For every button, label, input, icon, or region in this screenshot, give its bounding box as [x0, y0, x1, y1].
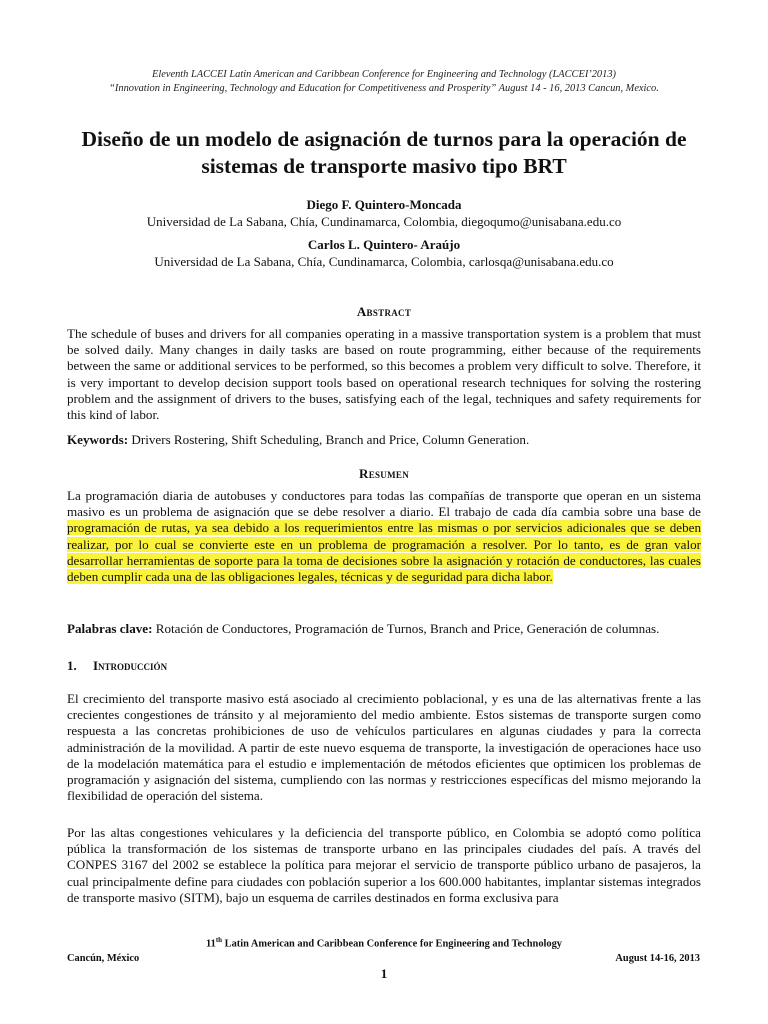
- intro-paragraph-1: El crecimiento del transporte masivo está asociado al crecimiento poblacional, y es una de las alternativas frente a las crecientes congestiones de tránsito y al mejoramiento del medio ambiente. Estos sistemas de transporte surgen como respuesta a las concretas prohibiciones de uso de vehículos particulares en algunas ciudades y para la correcta administración de la movilidad. A partir de este nuevo esquema de transporte, la investigación de operaciones hace uso de la modelación matemática para el estudio e implementación de métodos eficientes que optimicen los problemas de programación y asignación del sistema, cumpliendo con las normas y restricciones específicas del mismo mejorando la flexibilidad de operación del sistema.: [67, 691, 701, 804]
- conference-header-line2: “Innovation in Engineering, Technology and Education for Competitiveness and Prosperity” August 14 - 16, 2013 Cancun, Mexico.: [109, 83, 659, 94]
- abstract-keywords: [67, 432, 701, 448]
- abstract-heading: Abstract: [356, 304, 412, 319]
- palabras-clave-list: Rotación de Conductores, Programación de Turnos, Branch and Price, Generación de columnas.: [155, 621, 660, 636]
- footer-ordinal: 11: [205, 938, 216, 950]
- keywords-label: Keywords:: [67, 432, 129, 447]
- author-affiliation-1: Universidad de La Sabana, Chía, Cundinamarca, Colombia, diegoqumo@unisabana.edu.co: [146, 214, 622, 229]
- footer-ordinal-suffix: th: [215, 936, 223, 944]
- footer-conference: [0, 936, 768, 949]
- palabras-clave-label: Palabras clave:: [67, 621, 153, 636]
- author-name-1: Diego F. Quintero-Moncada: [306, 197, 462, 212]
- resumen-text-plain: La programación diaria de autobuses y conductores para todas las compañías de transporte que operan en un sistema masivo es un problema de asignación que se debe resolver a diario. El trabajo de cada día cambia sobre una base de: [67, 488, 701, 520]
- keywords-list: Drivers Rostering, Shift Scheduling, Branch and Price, Column Generation.: [131, 432, 530, 447]
- intro-paragraph-2: Por las altas congestiones vehiculares y la deficiencia del transporte público, en Colombia se adoptó como política pública la transformación de los sistemas de transporte urbano en las principales ciudades del país. A través del CONPES 3167 del 2002 se establece la política para mejorar el servicio de transporte público urbano de pasajeros, la cual principalmente define para ciudades con población superior a los 600.000 habitantes, implantar sistemas integrados de transporte masivo (SITM), bajo un esquema de carriles destinados en forma exclusiva para: [67, 825, 701, 905]
- resumen-text-highlighted: programación de rutas, ya sea debido a los requerimientos entre las mismas o por servicios adicionales que se deben realizar, por lo cual se convierte este en un problema de programación a resolver. Por lo tanto, es de gran valor desarrollar herramientas de soporte para la toma de decisiones sobre la asignación y rotación de conductores, las cuales deben cumplir cada una de las obligaciones legales, técnicas y de seguridad para dicha labor.: [67, 520, 701, 585]
- abstract-text: The schedule of buses and drivers for all companies operating in a massive transportation system is a problem that must be solved daily. Many changes in daily tasks are based on route programming, either because of the requirements between the same or additional services to be performed, so this becomes a problem very difficult to solve. Therefore, it is very important to develop decision support tools based on operational research techniques for solving the rostering problem and the assignment of drivers to the buses, satisfying each of the legal, techniques and safety requirements for this kind of labor.: [67, 326, 701, 423]
- footer-dates: August 14-16, 2013: [615, 953, 700, 964]
- author-name-2: Carlos L. Quintero- Araújo: [307, 237, 461, 252]
- section-number: 1.: [67, 658, 77, 673]
- resumen-heading: Resumen: [359, 466, 409, 481]
- section-heading: [67, 658, 167, 674]
- conference-header-line1: Eleventh LACCEI Latin American and Caribbean Conference for Engineering and Technology (LACCEI’2013): [152, 69, 616, 80]
- section-title: Introducción: [93, 658, 168, 673]
- author-affiliation-2: Universidad de La Sabana, Chía, Cundinamarca, Colombia, carlosqa@unisabana.edu.co: [154, 254, 614, 269]
- page-number: 1: [380, 966, 388, 981]
- footer-location: Cancún, México: [67, 953, 140, 964]
- resumen-keywords: [67, 621, 701, 637]
- resumen-text: [67, 488, 701, 585]
- paper-title: Diseño de un modelo de asignación de turnos para la operación de sistemas de transporte masivo tipo BRT: [81, 127, 687, 178]
- footer-conference-name: Latin American and Caribbean Conference for Engineering and Technology: [224, 938, 562, 950]
